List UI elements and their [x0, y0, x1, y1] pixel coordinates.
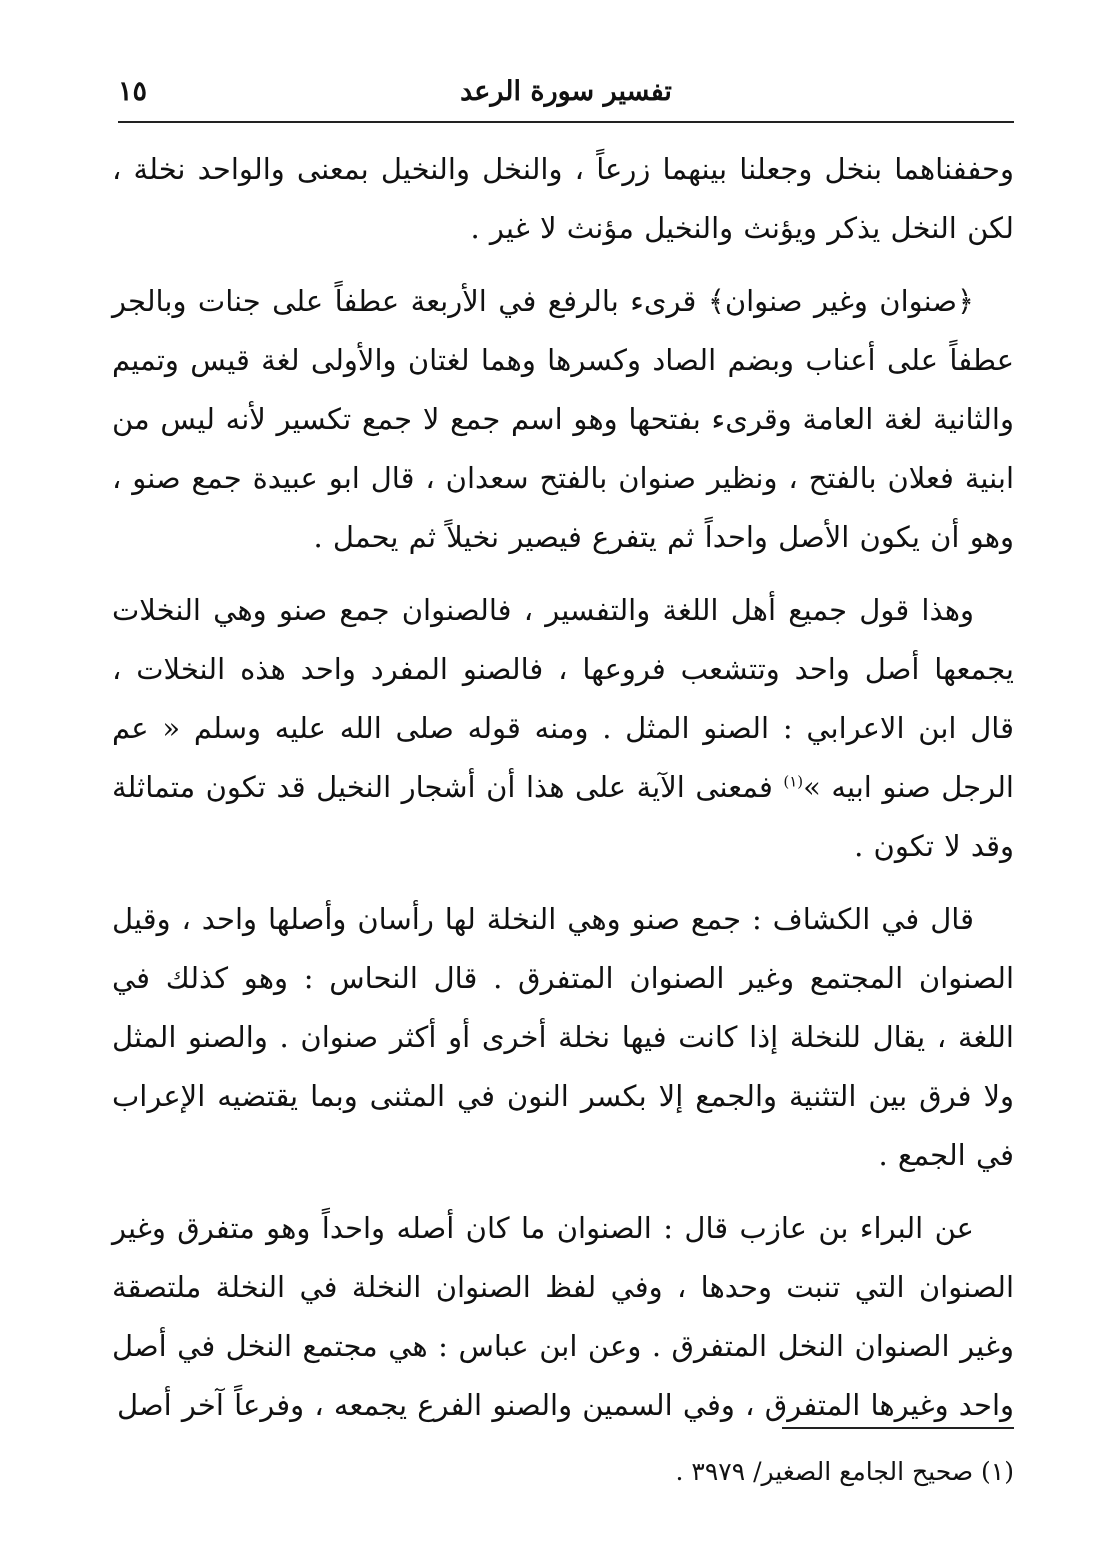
paragraph-3-text-cont: فمعنى الآية على هذا أن أشجار النخيل قد تكون متماثلة وقد لا تكون .: [112, 770, 1014, 863]
paragraph-gap: [112, 567, 1014, 581]
paragraph-gap: [112, 1185, 1014, 1199]
header-divider: [118, 121, 1014, 123]
paragraph-4: قال في الكشاف : جمع صنو وهي النخلة لها رأسان وأصلها واحد ، وقيل الصنوان المجتمع وغير الصنوان المتفرق . قال النحاس : وهو كذلك في اللغة ، يقال للنخلة إذا كانت فيها نخلة أخرى أو أكثر صنوان . والصنو المثل ولا فرق بين التثنية والجمع إلا بكسر النون في المثنى وبما يقتضيه الإعراب في الجمع .: [112, 902, 1014, 1172]
page-header: [118, 72, 1014, 120]
running-title: تفسير سورة الرعد: [460, 76, 672, 107]
paragraph-3: [112, 581, 1014, 876]
paragraph-gap: [112, 876, 1014, 890]
footnote-divider: [782, 1427, 1014, 1429]
main-text: [112, 140, 1014, 1435]
paragraph-gap: [112, 258, 1014, 272]
paragraph-5: عن البراء بن عازب قال : الصنوان ما كان أصله واحداً وهو متفرق وغير الصنوان التي تنبت وحدها ، وفي لفظ الصنوان النخلة في النخلة ملتصقة وغير الصنوان النخل المتفرق . وعن ابن عباس : هي مجتمع النخل في أصل واحد وغيرها المتفرق ، وفي السمين والصنو الفرع يجمعه ، وفرعاً آخر أصل: [112, 1211, 1014, 1422]
paragraph-2: ﴿صنوان وغير صنوان﴾ قرىء بالرفع في الأربعة عطفاً على جنات وبالجر عطفاً على أعناب وبضم الصاد وكسرها وهما لغتان والأولى لغة قيس وتميم والثانية لغة العامة وقرىء بفتحها وهو اسم جمع لا جمع تكسير لأنه ليس من ابنية فعلان بالفتح ، ونظير صنوان بالفتح سعدان ، قال ابو عبيدة جمع صنو ، وهو أن يكون الأصل واحداً ثم يتفرع فيصير نخيلاً ثم يحمل .: [112, 284, 1014, 554]
footnote: (١) صحيح الجامع الصغير/ ٣٩٧٩ .: [675, 1457, 1014, 1486]
paragraph-1: وحففناهما بنخل وجعلنا بينهما زرعاً ، والنخل والنخيل بمعنى والواحد نخلة ، لكن النخل يذكر ويؤنث والنخيل مؤنث لا غير .: [112, 152, 1014, 245]
footnote-reference[interactable]: (١): [783, 772, 804, 791]
paragraph-3-text: وهذا قول جميع أهل اللغة والتفسير ، فالصنوان جمع صنو وهي النخلات يجمعها أصل واحد وتتشعب فروعها ، فالصنو المفرد واحد هذه النخلات ، قال ابن الاعرابي : الصنو المثل . ومنه قوله صلى الله عليه وسلم « عم الرجل صنو ابيه »: [112, 593, 1014, 804]
page-number: ١٥: [118, 76, 148, 107]
